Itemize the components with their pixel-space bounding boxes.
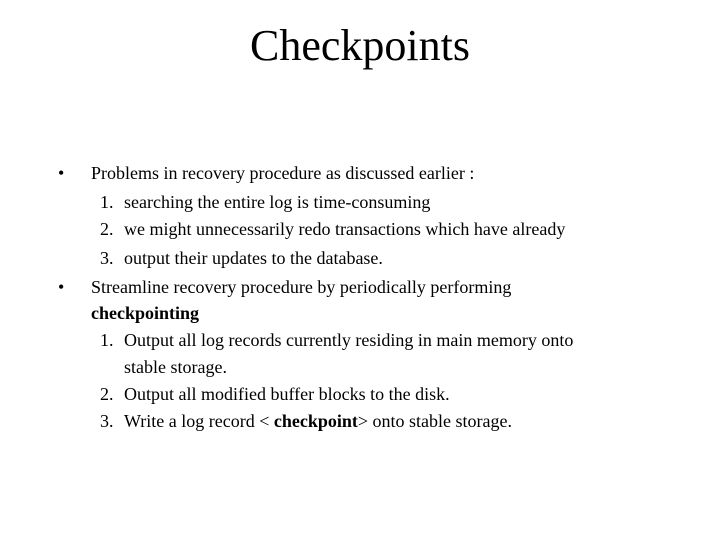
list-item: [100, 381, 660, 408]
item-text: searching the entire log is time-consuming: [124, 192, 431, 212]
bullet-marker: •: [58, 163, 65, 183]
list-item: [100, 408, 660, 435]
bullet-marker: •: [58, 277, 65, 297]
bullet-text-bold: [91, 300, 691, 327]
item-text: Write a log record <: [124, 411, 270, 431]
item-text: Output all modified buffer blocks to the disk.: [124, 384, 450, 404]
item-text: > onto stable storage.: [357, 411, 513, 431]
item-number: 3.: [100, 411, 114, 431]
item-number: 2.: [100, 384, 114, 404]
slide-title: Checkpoints: [250, 21, 470, 70]
bold-term: checkpoint: [269, 411, 358, 431]
list-item: [100, 216, 660, 243]
bullet-text: Problems in recovery procedure as discussed earlier :: [91, 163, 475, 183]
list-item: [100, 327, 660, 354]
item-continuation: stable storage.: [124, 357, 227, 377]
item-number: 3.: [100, 248, 114, 268]
item-number: 1.: [100, 192, 114, 212]
item-text: we might unnecessarily redo transactions which have already: [124, 219, 566, 239]
bold-term: checkpointing: [91, 303, 200, 323]
item-text: Output all log records currently residing in main memory onto: [124, 330, 574, 350]
list-item: [100, 245, 660, 272]
bullet-text: Streamline recovery procedure by periodically performing: [91, 277, 512, 297]
item-number: 2.: [100, 219, 114, 239]
item-number: 1.: [100, 330, 114, 350]
list-item: [100, 189, 660, 216]
item-text: output their updates to the database.: [124, 248, 383, 268]
